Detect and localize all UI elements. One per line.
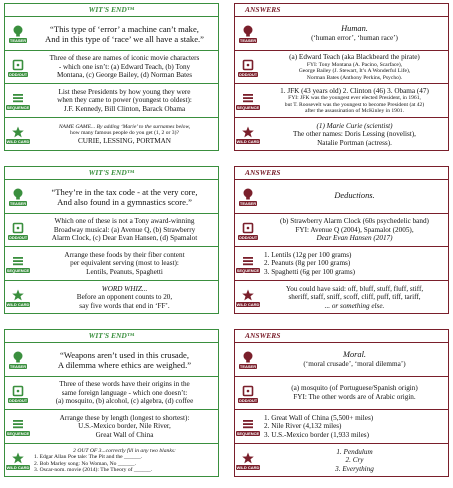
wildcard-line-1: NAME GAME... By adding ‘Marie’ to the surnames below,	[58, 123, 191, 130]
question-card-3	[4, 329, 219, 477]
oddout-line-3: Alarm Clock, (c) Dear Evan Hansen, (d) Spamalot	[51, 234, 198, 243]
oddout-line-3: (a) mosquito, (b) alcohol, (c) algebra, (d) coffee	[55, 397, 194, 406]
cube-icon	[11, 58, 25, 72]
oddout-badge: ODD/OUT	[235, 51, 261, 83]
sequence-badge: SEQUENCE	[235, 410, 261, 443]
teaser-row	[5, 16, 218, 50]
answer-sequence-line-2: 2. Nile River (4,132 miles)	[264, 422, 342, 431]
sequence-row	[5, 83, 218, 117]
star-icon	[11, 451, 25, 465]
teaser-line-2: A dilemma where ethics are weighed.”	[57, 359, 192, 370]
sequence-row	[235, 83, 448, 117]
teaser-line-1: “They’re in the tax code - at the very core,	[51, 186, 198, 197]
answer-sequence-line-4: after the assassination of McKinley in 1901.	[305, 108, 404, 114]
star-icon	[11, 288, 25, 302]
oddout-badge: ODD/OUT	[5, 377, 31, 409]
oddout-badge: ODD/OUT	[5, 214, 31, 246]
wildcard-row	[5, 443, 218, 477]
answer-teaser-line-2: (‘moral crusade’, ‘moral dilemma’)	[303, 359, 406, 368]
oddout-line-3: Montana, (c) George Bailey, (d) Norman Bates	[56, 71, 193, 80]
answers-header: ANSWERS	[245, 168, 281, 177]
answer-teaser-line-1: Deductions.	[334, 191, 375, 201]
answer-teaser-line-1: Moral.	[342, 349, 367, 359]
answer-wildcard-line-1: You could have said: off, bluff, stuff, fluff, stiff,	[285, 284, 424, 293]
sequence-line-1: Arrange these foods by their fiber content	[64, 250, 185, 259]
sequence-badge: SEQUENCE	[235, 84, 261, 117]
answer-wildcard-line-3: ... or something else.	[324, 301, 385, 310]
answer-oddout-line-2: FYI: The other words are of Arabic origin.	[293, 393, 416, 401]
answers-header: ANSWERS	[245, 331, 281, 340]
wildcard-line-4: 3. Oscar-nom. movie (2014): The Theory of ______.	[34, 466, 153, 473]
sequence-line-1: List these Presidents by how young they were	[58, 87, 191, 96]
oddout-line-1: Three of these are names of iconic movie characters	[49, 54, 200, 63]
lightbulb-icon	[241, 187, 255, 201]
wildcard-badge: WILD CARD	[5, 281, 31, 314]
oddout-line-1: Three of these words have their origins in the	[59, 380, 190, 389]
teaser-row	[5, 342, 218, 376]
sequence-line-3: J.F. Kennedy, Bill Clinton, Barack Obama	[63, 104, 186, 113]
oddout-line-2: - which one isn’t: (a) Edward Teach, (b) Tony	[58, 62, 191, 71]
cube-icon	[11, 221, 25, 235]
list-icon	[241, 91, 255, 105]
teaser-line-2: And also found in a gymnastics score.”	[57, 196, 192, 207]
sequence-badge: SEQUENCE	[235, 247, 261, 280]
answer-oddout-line-3: George Bailey (J. Stewart, It’s A Wonderful Life),	[298, 68, 411, 75]
sequence-badge: SEQUENCE	[5, 247, 31, 280]
answer-sequence-line-1: 1. JFK (43 years old) 2. Clinton (46) 3. Obama (47)	[280, 86, 429, 95]
list-icon	[11, 254, 25, 268]
oddout-badge: ODD/OUT	[235, 214, 261, 246]
teaser-row	[235, 16, 448, 50]
oddout-row	[235, 376, 448, 409]
answer-wildcard-line-2: 2. Cry	[345, 456, 364, 465]
teaser-badge: TEASER	[5, 17, 31, 50]
teaser-line-1: “Weapons aren’t used in this crusade,	[60, 349, 189, 360]
answer-wildcard-line-3: Natalie Portman (actress).	[317, 138, 392, 147]
sequence-line-3: Great Wall of China	[95, 430, 154, 439]
sequence-line-2: when they came to power (youngest to oldest):	[57, 96, 192, 105]
lightbulb-icon	[11, 24, 25, 38]
wildcard-line-2: 1. Edgar Allan Poe tale: The Pit and the ______.	[34, 454, 143, 461]
sequence-line-1: Arrange these by length (longest to shortest):	[59, 413, 190, 422]
answer-sequence-line-1: 1. Lentils (12g per 100 grams)	[264, 250, 352, 259]
answer-oddout-line-4: Norman Bates (Anthony Perkins, Psycho).	[306, 74, 403, 81]
answer-sequence-line-2: FYI: JFK was the youngest ever elected President, in 1961,	[288, 95, 421, 102]
wildcard-row	[235, 443, 448, 477]
sequence-badge: SEQUENCE	[5, 84, 31, 117]
sequence-row	[5, 246, 218, 280]
answer-sequence-line-1: 1. Great Wall of China (5,500+ miles)	[264, 413, 374, 422]
answer-oddout-line-2: FYI: Avenue Q (2004), Spamalot (2005),	[295, 225, 414, 234]
answer-wildcard-line-2: The other names: Doris Lessing (novelist),	[293, 130, 416, 139]
card-header: WIT'S END™	[88, 168, 135, 177]
star-icon	[241, 288, 255, 302]
answer-sequence-line-3: but T. Roosevelt was the youngest to become President (at 42)	[284, 101, 425, 108]
oddout-row	[5, 376, 218, 409]
sequence-line-2: U.S.-Mexico border, Nile River,	[78, 422, 171, 431]
question-card-1	[4, 3, 219, 151]
answers-header: ANSWERS	[245, 5, 281, 14]
teaser-badge: TEASER	[235, 180, 261, 213]
answer-card-2	[234, 166, 449, 314]
sequence-row	[235, 409, 448, 443]
wildcard-row	[5, 117, 218, 151]
card-header: WIT'S END™	[88, 331, 135, 340]
wildcard-line-3: 2. Bob Marley song: No Woman, No ______.	[34, 460, 136, 467]
answer-teaser-line-2: (‘human error’, ‘human race’)	[311, 33, 398, 42]
wildcard-line-3: say five words that end in ‘FF’.	[79, 301, 170, 310]
answer-card-3	[234, 329, 449, 477]
star-icon	[241, 125, 255, 139]
wildcard-badge: WILD CARD	[235, 118, 261, 151]
list-icon	[11, 417, 25, 431]
wildcard-badge: WILD CARD	[5, 444, 31, 477]
list-icon	[241, 254, 255, 268]
teaser-line-1: “This type of ‘error’ a machine can’t make,	[50, 23, 199, 34]
answer-oddout-line-1: (b) Strawberry Alarm Clock (60s psychedelic band)	[280, 217, 429, 226]
answer-oddout-line-3: Dear Evan Hansen (2017)	[316, 234, 393, 243]
oddout-row	[235, 213, 448, 246]
wildcard-line-2: Before an opponent counts to 20,	[76, 293, 173, 302]
answer-sequence-line-3: 3. Spaghetti (6g per 100 grams)	[264, 267, 356, 276]
wildcard-line-1: 2 OUT OF 3...correctly fill in any two blanks:	[73, 447, 176, 454]
sequence-row	[235, 246, 448, 280]
card-header: WIT'S END™	[88, 5, 135, 14]
teaser-row	[5, 179, 218, 213]
question-card-2	[4, 166, 219, 314]
cube-icon	[241, 221, 255, 235]
wildcard-line-3: CURIE, LESSING, PORTMAN	[77, 136, 171, 145]
sequence-badge: SEQUENCE	[5, 410, 31, 443]
answer-sequence-line-3: 3. U.S.-Mexico border (1,933 miles)	[264, 430, 369, 439]
star-icon	[11, 125, 25, 139]
oddout-line-1: Which one of these is not a Tony award-winning	[54, 217, 195, 226]
cube-icon	[11, 384, 25, 398]
sequence-line-2: per equivalent serving (most to least):	[70, 259, 179, 268]
sequence-line-3: Lentils, Peanuts, Spaghetti	[86, 267, 163, 276]
star-icon	[241, 451, 255, 465]
teaser-row	[235, 179, 448, 213]
answer-wildcard-line-3: 3. Everything	[335, 464, 374, 473]
answer-wildcard-line-2: sheriff, staff, sniff, scoff, cliff, puff, tiff, tariff,	[288, 293, 421, 302]
cube-icon	[241, 384, 255, 398]
teaser-badge: TEASER	[5, 180, 31, 213]
answer-wildcard-line-1: 1. Pendulum	[336, 447, 373, 456]
oddout-row	[5, 213, 218, 246]
list-icon	[241, 417, 255, 431]
teaser-badge: TEASER	[235, 17, 261, 50]
teaser-badge: TEASER	[235, 343, 261, 376]
oddout-row	[235, 50, 448, 83]
lightbulb-icon	[241, 350, 255, 364]
lightbulb-icon	[11, 350, 25, 364]
teaser-line-2: And in this type of ‘race’ we all have a stake.”	[45, 33, 204, 44]
wildcard-row	[235, 280, 448, 314]
oddout-row	[5, 50, 218, 83]
wildcard-row	[5, 280, 218, 314]
teaser-row	[235, 342, 448, 376]
wildcard-row	[235, 117, 448, 151]
sequence-row	[5, 409, 218, 443]
answer-wildcard-line-1: (1) Marie Curie (scientist)	[316, 121, 393, 130]
oddout-badge: ODD/OUT	[235, 377, 261, 409]
teaser-badge: TEASER	[5, 343, 31, 376]
answer-oddout-line-1: (a) Edward Teach (aka Blackbeard the pirate)	[289, 53, 420, 62]
cube-icon	[241, 58, 255, 72]
oddout-badge: ODD/OUT	[5, 51, 31, 83]
answer-oddout-line-1: (a) mosquito (of Portuguese/Spanish origin)	[291, 384, 418, 393]
wildcard-line-1: WORD WHIZ...	[101, 284, 148, 293]
answer-teaser-line-1: Human.	[341, 23, 368, 33]
lightbulb-icon	[11, 187, 25, 201]
wildcard-badge: WILD CARD	[235, 444, 261, 477]
oddout-line-2: same foreign language - which one doesn’t:	[61, 388, 188, 397]
wildcard-line-2: how many famous people do you get (1, 2 or 3)?	[70, 130, 179, 137]
answer-card-1	[234, 3, 449, 151]
wildcard-badge: WILD CARD	[5, 118, 31, 151]
oddout-line-2: Broadway musical: (a) Avenue Q, (b) Strawberry	[53, 225, 196, 234]
answer-oddout-line-2: FYI: Tony Montana (A. Pacino, Scarface),	[306, 61, 403, 68]
answer-sequence-line-2: 2. Peanuts (8g per 100 grams)	[264, 259, 351, 268]
wildcard-badge: WILD CARD	[235, 281, 261, 314]
lightbulb-icon	[241, 24, 255, 38]
list-icon	[11, 91, 25, 105]
